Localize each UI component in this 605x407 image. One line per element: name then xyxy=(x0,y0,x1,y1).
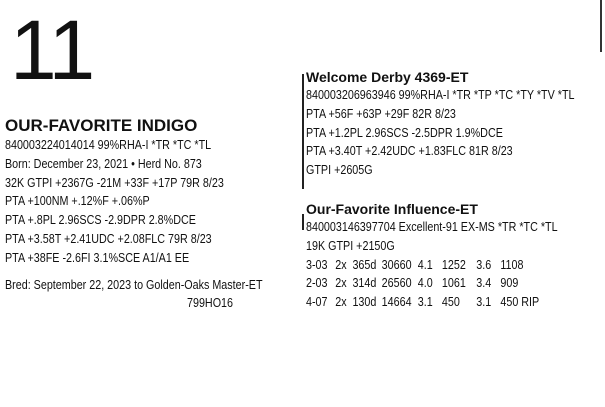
dam-line: 19K GTPI +2150G xyxy=(306,238,395,253)
lactation-records xyxy=(306,256,602,312)
bred-info: Bred: September 22, 2023 to Golden-Oaks Master-ET xyxy=(5,277,263,292)
lactation-cell: 909 xyxy=(500,276,519,291)
sire-line: GTPI +2605G xyxy=(306,163,373,178)
lactation-row xyxy=(306,293,602,312)
lactation-cell: 3-03 xyxy=(306,257,328,272)
lactation-cell: 365d xyxy=(352,257,377,272)
animal-section xyxy=(5,116,295,313)
lot-number: 11 xyxy=(10,3,94,97)
pedigree-section xyxy=(306,68,602,312)
lactation-cell: 3.1 xyxy=(417,295,433,310)
lactation-cell: 4-07 xyxy=(306,295,328,310)
animal-name: OUR-FAVORITE INDIGO xyxy=(5,116,198,135)
lactation-cell: 2x xyxy=(335,276,347,291)
animal-line: 32K GTPI +2367G -21M +33F +17P 79R 8/23 xyxy=(5,175,224,190)
lactation-cell: 26560 xyxy=(381,276,412,291)
animal-line: PTA +100NM +.12%F +.06%P xyxy=(5,194,150,209)
sire-line: 840003206963946 99%RHA-I *TR *TP *TC *TY *TV *TL xyxy=(306,88,575,102)
lactation-cell: 314d xyxy=(352,276,377,291)
lactation-cell: 3.6 xyxy=(476,257,492,272)
sire-name: Welcome Derby 4369-ET xyxy=(306,69,469,85)
sire-line: PTA +56F +63P +29F 82R 8/23 xyxy=(306,106,456,121)
lactation-row xyxy=(306,274,602,293)
lactation-cell: 4.1 xyxy=(417,257,433,272)
lactation-cell: 1061 xyxy=(441,276,466,291)
animal-line: Born: December 23, 2021 • Herd No. 873 xyxy=(5,156,202,171)
dam-name: Our-Favorite Influence-ET xyxy=(306,200,478,217)
sire-line: PTA +3.40T +2.42UDC +1.83FLC 81R 8/23 xyxy=(306,144,513,159)
animal-line: PTA +3.58T +2.41UDC +2.08FLC 79R 8/23 xyxy=(5,231,212,246)
animal-line: PTA +38FE -2.6FI 3.1%SCE A1/A1 EE xyxy=(5,250,190,265)
lactation-cell: 3.4 xyxy=(476,276,492,291)
bred-service-code: 799HO16 xyxy=(187,296,234,311)
lactation-cell: 30660 xyxy=(381,257,412,272)
lactation-cell: 130d xyxy=(352,295,377,310)
edge-divider xyxy=(600,0,602,52)
lactation-cell: 4.0 xyxy=(417,276,433,291)
dam-divider xyxy=(302,214,304,230)
animal-line: 840003224014014 99%RHA-I *TR *TC *TL xyxy=(5,138,212,152)
lactation-cell: 1252 xyxy=(441,257,466,272)
lactation-cell: 14664 xyxy=(381,295,412,310)
animal-line: PTA +.8PL 2.96SCS -2.9DPR 2.8%DCE xyxy=(5,213,196,228)
lactation-row xyxy=(306,256,602,275)
lactation-cell: 1108 xyxy=(500,257,524,272)
lactation-cell: 3.1 xyxy=(476,295,492,310)
lactation-cell: 2x xyxy=(335,257,347,272)
sire-line: PTA +1.2PL 2.96SCS -2.5DPR 1.9%DCE xyxy=(306,125,503,140)
sire-divider xyxy=(302,74,304,189)
lactation-cell: 2-03 xyxy=(306,276,328,291)
dam-line: 840003146397704 Excellent-91 EX-MS *TR *TC *TL xyxy=(306,219,558,234)
lactation-cell: 2x xyxy=(335,295,347,310)
lactation-cell: 450 xyxy=(441,295,460,310)
lactation-cell: 450 RIP xyxy=(500,295,540,310)
